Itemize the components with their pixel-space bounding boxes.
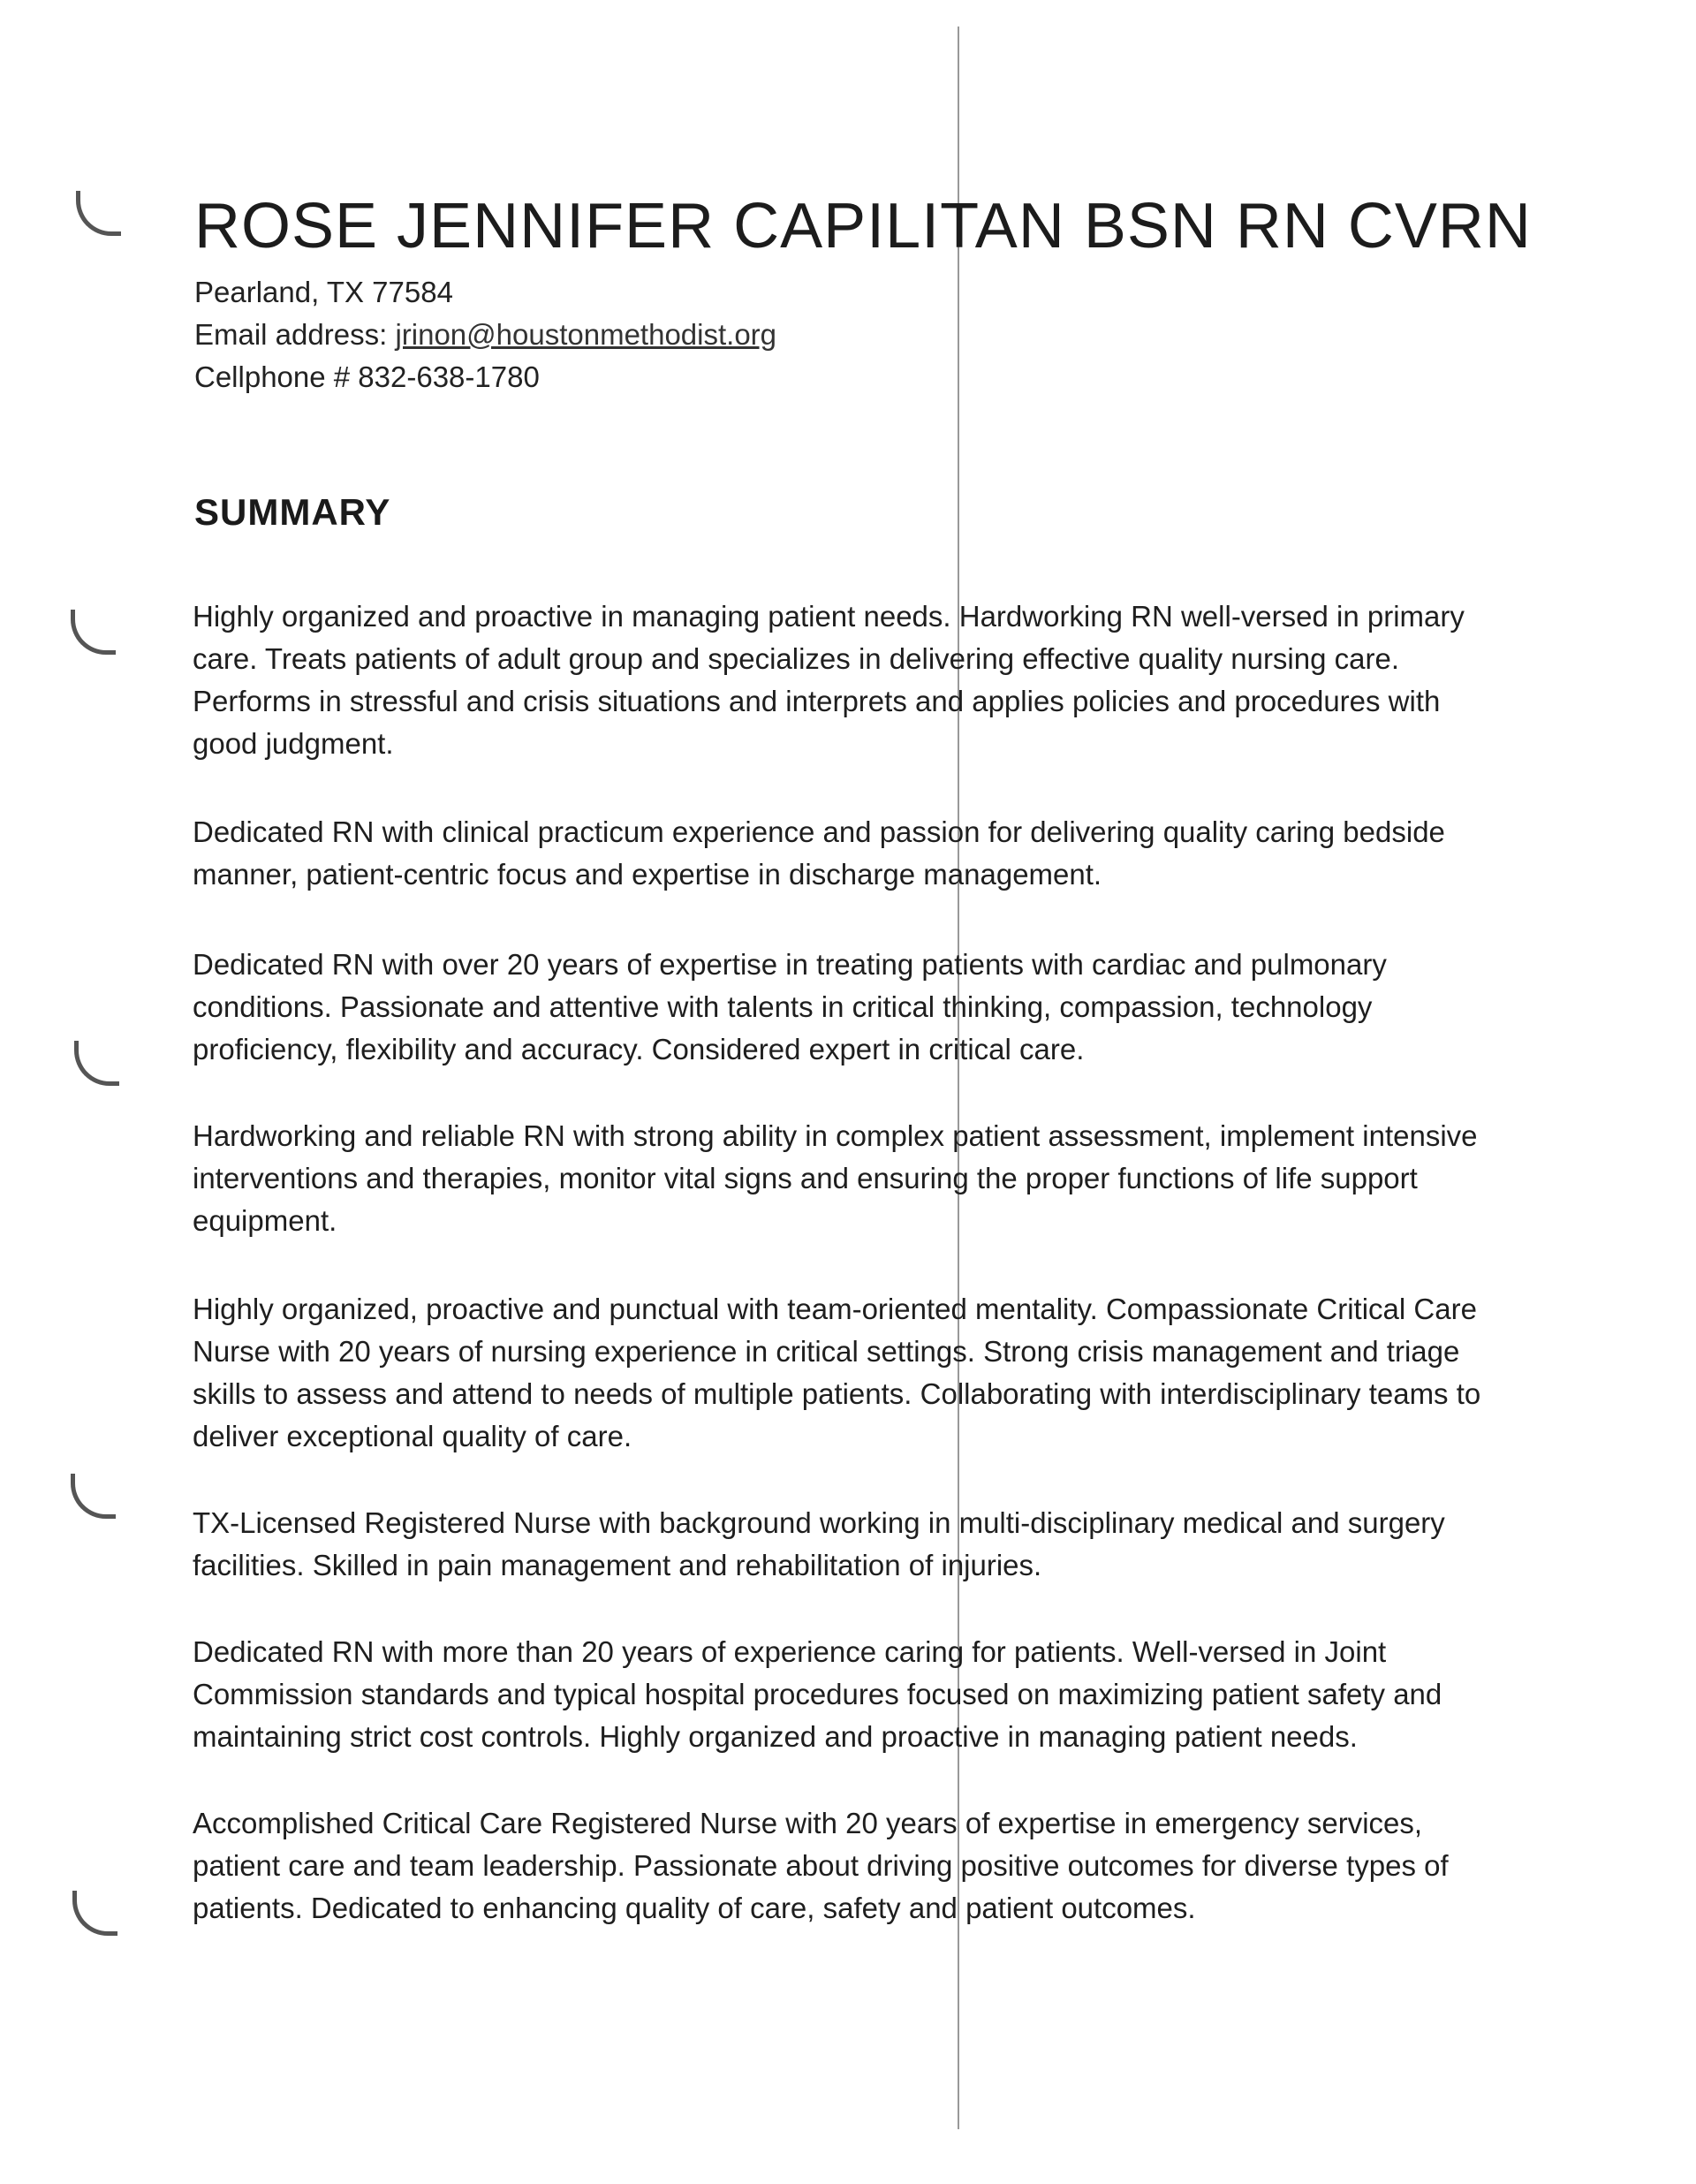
summary-paragraph: Dedicated RN with more than 20 years of experience caring for patients. Well-versed in Joint Commission standards and typical hospital procedures focused on maximizing patient safety and maintaining strict cost controls. Highly organized and proactive in managing patient needs. — [193, 1635, 1442, 1753]
summary-paragraph: Dedicated RN with over 20 years of expertise in treating patients with cardiac and pulmonary conditions. Passionate and attentive with talents in critical thinking, compassion, technology proficiency, flexibility and accuracy. Considered expert in critical care. — [193, 948, 1387, 1065]
contact-phone: Cellphone # 832-638-1780 — [194, 360, 540, 393]
candidate-name: ROSE JENNIFER CAPILITAN BSN RN CVRN — [194, 191, 1532, 262]
binder-hole-mark — [74, 1041, 119, 1086]
contact-email-line — [194, 318, 776, 352]
binder-hole-mark — [72, 1891, 117, 1936]
binder-hole-mark — [76, 191, 121, 236]
contact-location: Pearland, TX 77584 — [194, 276, 453, 308]
summary-paragraph: Dedicated RN with clinical practicum experience and passion for delivering quality caring bedside manner, patient-centric focus and expertise in discharge management. — [193, 815, 1445, 891]
summary-paragraph: Highly organized and proactive in managing patient needs. Hardworking RN well-versed in primary care. Treats patients of adult group and specializes in delivering effective quality nursing care. Performs in stressful and crisis situations and interprets and applies policies and procedures with good judgment. — [193, 600, 1465, 760]
binder-hole-mark — [71, 1474, 116, 1519]
summary-paragraph: Hardworking and reliable RN with strong ability in complex patient assessment, implement intensive interventions and therapies, monitor vital signs and ensuring the proper functions of life support equipment. — [193, 1119, 1478, 1237]
summary-paragraph: Highly organized, proactive and punctual with team-oriented mentality. Compassionate Critical Care Nurse with 20 years of nursing experience in critical settings. Strong crisis management and triage skills to assess and attend to needs of multiple patients. Collaborating with interdisciplinary teams to deliver exceptional quality of care. — [193, 1293, 1481, 1452]
binder-hole-mark — [71, 610, 116, 655]
summary-paragraph: Accomplished Critical Care Registered Nurse with 20 years of expertise in emergency services, patient care and team leadership. Passionate about driving positive outcomes for diverse types of patients. Dedicated to enhancing quality of care, safety and patient outcomes. — [193, 1807, 1449, 1924]
email-label: Email address: — [194, 318, 396, 351]
summary-heading: SUMMARY — [194, 491, 391, 533]
email-link[interactable]: jrinon@houstonmethodist.org — [395, 318, 777, 351]
summary-paragraph: TX-Licensed Registered Nurse with background working in multi-disciplinary medical and surgery facilities. Skilled in pain management and rehabilitation of injuries. — [193, 1506, 1445, 1581]
